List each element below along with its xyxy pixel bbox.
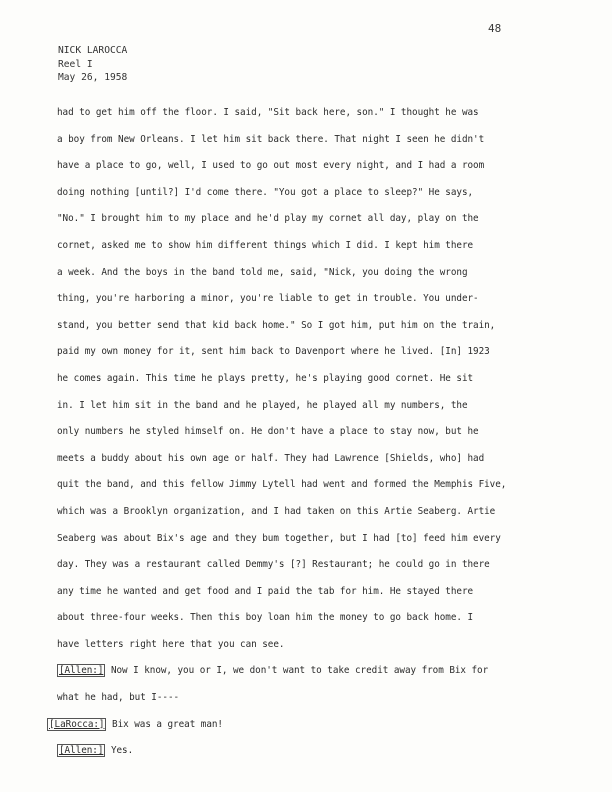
dialogue-line: [57, 738, 527, 765]
dialogue-text: Yes.: [105, 745, 134, 757]
speaker-label-allen: [Allen:]: [59, 665, 104, 677]
body-line: "No." I brought him to my place and he'd play my cornet all day, play on the: [57, 213, 479, 225]
body-line: in. I let him sit in the band and he played, he played all my numbers, the: [57, 399, 468, 411]
body-line: any time he wanted and get food and I paid the tab for him. He stayed there: [57, 585, 474, 597]
speaker-label-larocca: [LaRocca:]: [49, 718, 105, 730]
body-line: he comes again. This time he plays pretty, he's playing good cornet. He sit: [57, 372, 474, 384]
interview-date: May 26, 1958: [58, 72, 128, 83]
dialogue-text: Bix was a great man!: [106, 718, 223, 730]
body-line: Seaberg was about Bix's age and they bum together, but I had [to] feed him every: [57, 532, 501, 544]
transcript-header: [58, 44, 127, 85]
body-line: about three-four weeks. Then this boy loan him the money to go back home. I: [57, 612, 474, 624]
page-number: 48: [488, 22, 502, 35]
body-line: paid my own money for it, sent him back to Davenport where he lived. [In] 1923: [57, 346, 490, 358]
dialogue-line: [57, 658, 527, 685]
body-line: only numbers he styled himself on. He don't have a place to stay now, but he: [57, 426, 479, 438]
body-line: have a place to go, well, I used to go out most every night, and I had a room: [57, 160, 485, 172]
body-line: quit the band, and this fellow Jimmy Lytell had went and formed the Memphis Five,: [57, 479, 507, 491]
body-line: doing nothing [until?] I'd come there. "You got a place to sleep?" He says,: [57, 186, 474, 198]
interviewee-name: NICK LAROCCA: [58, 45, 128, 56]
dialogue-line: [47, 712, 527, 739]
body-line: stand, you better send that kid back home." So I got him, put him on the train,: [57, 319, 496, 331]
body-line: day. They was a restaurant called Demmy's [?] Restaurant; he could go in there: [57, 559, 490, 571]
dialogue-line: what he had, but I----: [57, 692, 180, 704]
transcript-body: [49, 100, 527, 765]
body-line: meets a buddy about his own age or half. They had Lawrence [Shields, who] had: [57, 452, 485, 464]
reel-label: Reel I: [58, 58, 93, 70]
dialogue-text: Now I know, you or I, we don't want to take credit away from Bix for: [105, 665, 489, 677]
body-line: thing, you're harboring a minor, you're liable to get in trouble. You under-: [57, 293, 479, 305]
body-line: had to get him off the floor. I said, "Sit back here, son." I thought he was: [57, 107, 479, 118]
body-line: have letters right here that you can see.: [57, 638, 285, 650]
body-line: a boy from New Orleans. I let him sit back there. That night I seen he didn't: [57, 133, 485, 145]
body-line: which was a Brooklyn organization, and I had taken on this Artie Seaberg. Artie: [57, 505, 496, 517]
body-line: a week. And the boys in the band told me, said, "Nick, you doing the wrong: [57, 266, 468, 278]
body-line: cornet, asked me to show him different things which I did. I kept him there: [57, 239, 474, 251]
speaker-label-allen: [Allen:]: [59, 745, 104, 757]
